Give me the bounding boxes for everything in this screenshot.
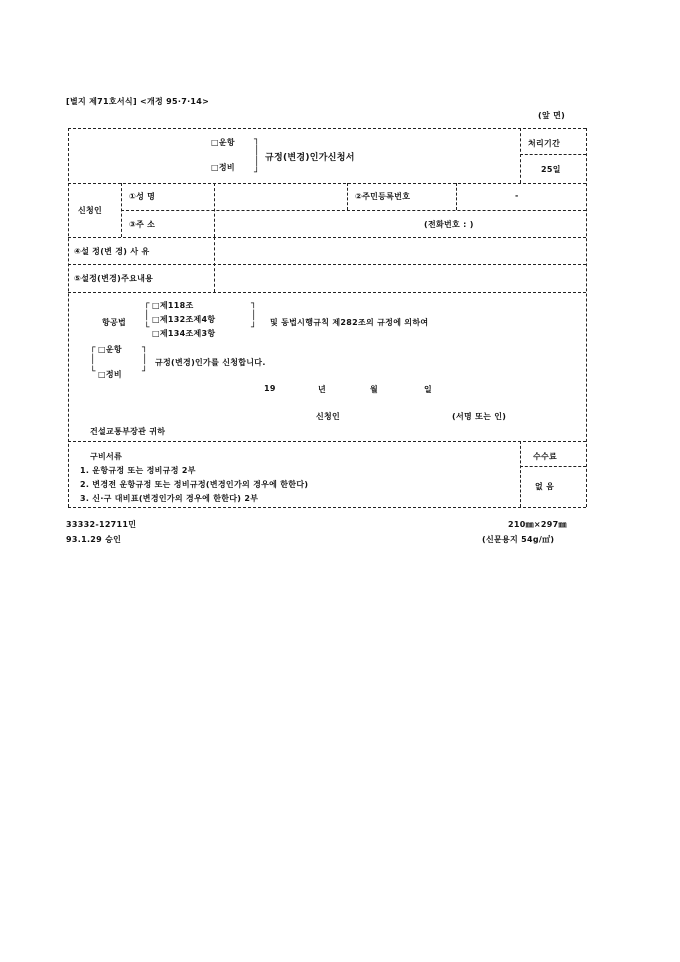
required-doc-3: 3. 신·구 대비표(변경인가의 경우에 한한다) 2부 [80, 494, 259, 503]
frame-top [68, 128, 586, 129]
applicant-group-label: 신청인 [78, 206, 103, 215]
page-side-label: (앞 면) [538, 111, 566, 120]
phone-label: (전화번호 : ) [424, 220, 474, 229]
date-day-label: 일 [424, 385, 433, 394]
frame-bottom [68, 507, 586, 508]
article-bracket-left: ┌ │ └ [144, 299, 150, 333]
regno-divider-left [347, 183, 348, 210]
option-bracket-left: ┌ │ └ [90, 343, 96, 377]
apply-statement: 규정(변경)인가를 신청합니다. [155, 358, 266, 367]
resident-number-dash: - [515, 191, 519, 200]
row-line-1 [68, 183, 586, 184]
form-number: [별지 제71호서식] <개정 95·7·14> [66, 97, 210, 106]
signature-label: (서명 또는 인) [452, 412, 507, 421]
title-option-maintenance: □정비 [211, 163, 235, 172]
article-134-3: □제134조제3항 [152, 329, 216, 338]
row-line-2 [121, 210, 586, 211]
name-label: ①성 명 [129, 192, 156, 201]
article-132-4: □제132조제4항 [152, 315, 216, 324]
form-title: 규정(변경)인가신청서 [265, 153, 355, 163]
addressee: 건설교통부장관 귀하 [90, 427, 166, 436]
fee-label: 수수료 [533, 452, 558, 461]
fee-line [520, 466, 586, 467]
paper-size: 210㎜×297㎜ [508, 520, 567, 529]
frame-right [586, 128, 587, 507]
processing-period-label: 처리기간 [528, 139, 561, 148]
date-year-label: 년 [318, 385, 327, 394]
title-bracket: ┐ │ │ ┘ [254, 135, 260, 178]
article-bracket-right: ┐ │ ┘ [251, 299, 257, 333]
title-option-operation: □운항 [211, 138, 235, 147]
fee-value: 없 음 [535, 482, 555, 491]
period-line [520, 154, 586, 155]
resident-number-label: ②주민등록번호 [355, 192, 411, 201]
row-line-5 [68, 292, 586, 293]
body-option-maintenance: □정비 [98, 370, 122, 379]
option-bracket-right: ┐ │ ┘ [142, 343, 148, 377]
fee-divider [520, 441, 521, 507]
required-doc-2: 2. 변경전 운항규정 또는 정비규정(변경인가의 경우에 한한다) [80, 480, 309, 489]
approval-date: 93.1.29 승인 [66, 535, 122, 544]
processing-period-value: 25일 [541, 165, 561, 174]
regno-divider-right [456, 183, 457, 210]
article-118: □제118조 [152, 301, 194, 310]
aviation-act-label: 항공법 [102, 318, 127, 327]
row-line-4 [68, 264, 586, 265]
address-label: ③주 소 [129, 220, 156, 229]
body-option-operation: □운항 [98, 345, 122, 354]
date-year-prefix: 19 [264, 384, 276, 393]
paper-type: (신문용지 54g/㎡) [482, 535, 555, 544]
required-docs-title: 구비서류 [90, 452, 123, 461]
row-line-6 [68, 441, 586, 442]
form-code: 33332-12711민 [66, 520, 137, 529]
date-month-label: 월 [370, 385, 379, 394]
content-label: ⑤설정(변경)주요내용 [74, 274, 154, 283]
signer-label: 신청인 [316, 412, 341, 421]
row-line-3 [68, 237, 586, 238]
frame-left [68, 128, 69, 507]
reason-label: ④설 정(변 경) 사 유 [74, 247, 150, 256]
period-divider [520, 128, 521, 183]
according-text: 및 동법시행규칙 제282조의 규정에 의하여 [270, 318, 429, 327]
required-doc-1: 1. 운항규정 또는 정비규정 2부 [80, 466, 196, 475]
